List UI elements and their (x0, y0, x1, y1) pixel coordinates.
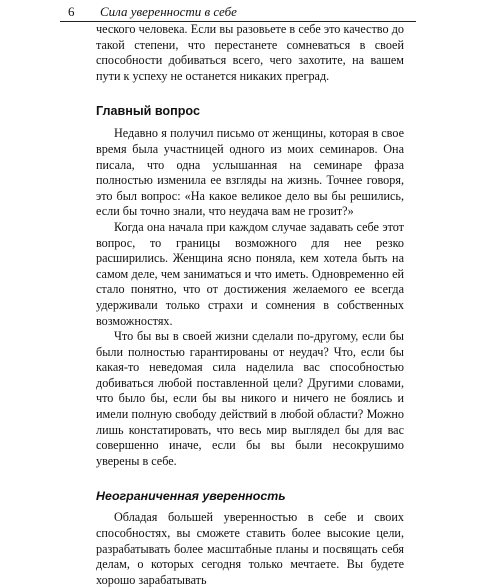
section-spacer (96, 84, 404, 104)
subsection-heading-unlimited-confidence: Неограниченная уверенность (96, 489, 286, 504)
paragraph-more-confidence: Обладая большей уверенностью в себе и своих способностях, вы сможете ставить более высокие цели, разрабатывать более масштабные планы и посвящать себя делам, о которых сегодня только мечтаете. Вы будете хорошо зарабатывать (96, 510, 404, 587)
paragraph-letter: Недавно я получил письмо от женщины, которая в свое время была участницей одного из моих семинаров. Она писала, что одна услышанная на семинаре фраза полностью изменила ее взгляды на жизнь. Точнее говоря, это был вопрос: «На какое великое дело вы бы решились, если бы точно знали, что неудача вам не грозит?» (96, 126, 404, 219)
section-heading-main-question: Главный вопрос (96, 104, 200, 119)
paragraph-question-effect: Когда она начала при каждом случае задавать себе этот вопрос, то границы возможного для нее резко расширились. Женщина ясно поняла, кем хотела быть на самом деле, чем заниматься и что иметь. Одновременно ей стало понятно, что от достижения желаемого ее всегда удерживали только страхи и сомнения в собственных возможностях. (96, 219, 404, 328)
heading-spacer (96, 119, 404, 126)
paragraph-what-would-you-do: Что бы вы в своей жизни сделали по-другому, если бы были полностью гарантированы от неудач? Что, если бы какая-то неведомая сила наделила вас способностью добиваться любой поставленной цели? Другими словами, что было бы, если бы вы никого и ничего не боялись и имели полную свободу действий в любой области? Можно лишь констатировать, что весь мир выглядел бы для вас совершенно иначе, если бы вы были несокрушимо уверены в себе. (96, 329, 404, 468)
running-title: Сила уверенности в себе (100, 4, 237, 19)
running-header (60, 4, 416, 20)
section-spacer-2 (96, 469, 404, 489)
page-number: 6 (68, 4, 75, 19)
page-body (96, 22, 404, 588)
paragraph-continued: ческого человека. Если вы разовьете в себе это качество до такой степени, что перестанете сомневаться в своей способности добиваться всего, чего захотите, на вашем пути к успеху не останется никаких преград. (96, 22, 404, 83)
